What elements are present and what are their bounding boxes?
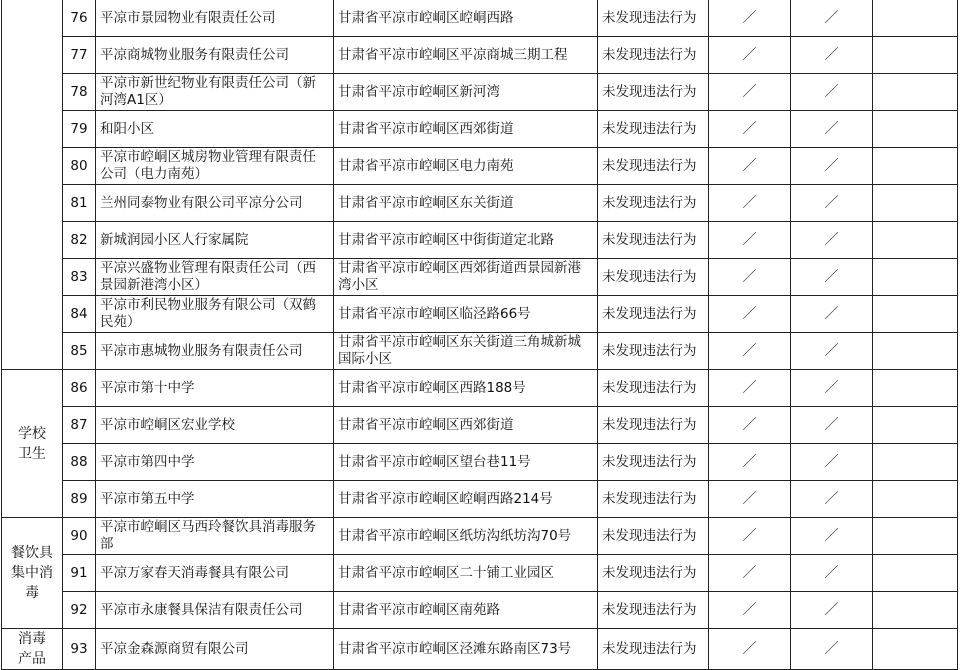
inspection-result: 未发现违法行为 xyxy=(598,629,709,670)
unit-address: 甘肃省平凉市崆峒区中街街道定北路 xyxy=(334,222,598,259)
unit-address: 甘肃省平凉市崆峒区平凉商城三期工程 xyxy=(334,37,598,74)
row-number: 81 xyxy=(63,185,96,222)
table-row xyxy=(2,518,958,555)
inspection-result: 未发现违法行为 xyxy=(598,37,709,74)
unit-address: 甘肃省平凉市崆峒区东关街道三角城新城国际小区 xyxy=(334,333,598,370)
table-row xyxy=(2,629,958,670)
row-number: 87 xyxy=(63,407,96,444)
slash-mark-2: ／ xyxy=(791,74,873,111)
slash-mark-1: ／ xyxy=(709,555,791,592)
row-number: 84 xyxy=(63,296,96,333)
unit-address: 甘肃省平凉市崆峒区西郊街道 xyxy=(334,407,598,444)
table-row xyxy=(2,37,958,74)
empty-cell xyxy=(873,222,958,259)
table-row xyxy=(2,222,958,259)
slash-mark-1: ／ xyxy=(709,333,791,370)
slash-mark-2: ／ xyxy=(791,222,873,259)
unit-address: 甘肃省平凉市崆峒区电力南苑 xyxy=(334,148,598,185)
unit-name: 平凉市崆峒区城房物业管理有限责任公司（电力南苑） xyxy=(96,148,334,185)
table-row xyxy=(2,407,958,444)
slash-mark-2: ／ xyxy=(791,407,873,444)
empty-cell xyxy=(873,333,958,370)
inspection-result: 未发现违法行为 xyxy=(598,259,709,296)
table-row xyxy=(2,111,958,148)
unit-address: 甘肃省平凉市崆峒区临泾路66号 xyxy=(334,296,598,333)
empty-cell xyxy=(873,0,958,37)
slash-mark-2: ／ xyxy=(791,111,873,148)
slash-mark-2: ／ xyxy=(791,148,873,185)
empty-cell xyxy=(873,111,958,148)
slash-mark-2: ／ xyxy=(791,296,873,333)
slash-mark-2: ／ xyxy=(791,370,873,407)
row-number: 80 xyxy=(63,148,96,185)
table-row xyxy=(2,481,958,518)
empty-cell xyxy=(873,481,958,518)
table-row xyxy=(2,555,958,592)
unit-name: 平凉市崆峒区马西玲餐饮具消毒服务部 xyxy=(96,518,334,555)
slash-mark-1: ／ xyxy=(709,444,791,481)
unit-address: 甘肃省平凉市崆峒区西郊街道 xyxy=(334,111,598,148)
slash-mark-1: ／ xyxy=(709,37,791,74)
inspection-result: 未发现违法行为 xyxy=(598,592,709,629)
unit-address: 甘肃省平凉市崆峒区新河湾 xyxy=(334,74,598,111)
empty-cell xyxy=(873,148,958,185)
table-body xyxy=(2,0,958,670)
empty-cell xyxy=(873,444,958,481)
unit-name: 兰州同泰物业有限公司平凉分公司 xyxy=(96,185,334,222)
slash-mark-1: ／ xyxy=(709,222,791,259)
unit-address: 甘肃省平凉市崆峒区望台巷11号 xyxy=(334,444,598,481)
row-number: 77 xyxy=(63,37,96,74)
slash-mark-2: ／ xyxy=(791,592,873,629)
slash-mark-2: ／ xyxy=(791,555,873,592)
table-row xyxy=(2,370,958,407)
unit-address: 甘肃省平凉市崆峒区东关街道 xyxy=(334,185,598,222)
unit-name: 平凉市利民物业服务有限公司（双鹤民苑） xyxy=(96,296,334,333)
row-number: 85 xyxy=(63,333,96,370)
row-number: 83 xyxy=(63,259,96,296)
unit-name: 平凉市景园物业有限责任公司 xyxy=(96,0,334,37)
slash-mark-1: ／ xyxy=(709,629,791,670)
row-number: 89 xyxy=(63,481,96,518)
row-number: 86 xyxy=(63,370,96,407)
inspection-result: 未发现违法行为 xyxy=(598,296,709,333)
unit-name: 平凉市永康餐具保洁有限责任公司 xyxy=(96,592,334,629)
slash-mark-1: ／ xyxy=(709,481,791,518)
category-cell-blank xyxy=(2,0,63,370)
slash-mark-2: ／ xyxy=(791,629,873,670)
inspection-result: 未发现违法行为 xyxy=(598,407,709,444)
row-number: 78 xyxy=(63,74,96,111)
category-cell-disinfect: 消毒 产品 xyxy=(2,629,63,670)
row-number: 93 xyxy=(63,629,96,670)
empty-cell xyxy=(873,629,958,670)
slash-mark-1: ／ xyxy=(709,111,791,148)
inspection-result: 未发现违法行为 xyxy=(598,555,709,592)
unit-name: 和阳小区 xyxy=(96,111,334,148)
unit-address: 甘肃省平凉市崆峒区南苑路 xyxy=(334,592,598,629)
empty-cell xyxy=(873,518,958,555)
table-row xyxy=(2,148,958,185)
table-row xyxy=(2,259,958,296)
inspection-result: 未发现违法行为 xyxy=(598,222,709,259)
empty-cell xyxy=(873,296,958,333)
inspection-result: 未发现违法行为 xyxy=(598,370,709,407)
unit-name: 平凉万家春天消毒餐具有限公司 xyxy=(96,555,334,592)
table-row xyxy=(2,333,958,370)
unit-name: 平凉市崆峒区宏业学校 xyxy=(96,407,334,444)
inspection-table xyxy=(1,0,958,670)
row-number: 82 xyxy=(63,222,96,259)
slash-mark-2: ／ xyxy=(791,333,873,370)
slash-mark-1: ／ xyxy=(709,407,791,444)
inspection-result: 未发现违法行为 xyxy=(598,444,709,481)
slash-mark-2: ／ xyxy=(791,444,873,481)
inspection-result: 未发现违法行为 xyxy=(598,74,709,111)
unit-name: 平凉金森源商贸有限公司 xyxy=(96,629,334,670)
slash-mark-2: ／ xyxy=(791,481,873,518)
unit-name: 平凉市惠城物业服务有限责任公司 xyxy=(96,333,334,370)
slash-mark-1: ／ xyxy=(709,0,791,37)
table-row xyxy=(2,0,958,37)
slash-mark-1: ／ xyxy=(709,592,791,629)
unit-address: 甘肃省平凉市崆峒区崆峒西路 xyxy=(334,0,598,37)
table-row xyxy=(2,296,958,333)
unit-address: 甘肃省平凉市崆峒区纸坊沟纸坊沟70号 xyxy=(334,518,598,555)
slash-mark-1: ／ xyxy=(709,370,791,407)
row-number: 88 xyxy=(63,444,96,481)
inspection-result: 未发现违法行为 xyxy=(598,148,709,185)
empty-cell xyxy=(873,37,958,74)
table-row xyxy=(2,592,958,629)
empty-cell xyxy=(873,74,958,111)
row-number: 92 xyxy=(63,592,96,629)
slash-mark-2: ／ xyxy=(791,185,873,222)
slash-mark-1: ／ xyxy=(709,185,791,222)
inspection-result: 未发现违法行为 xyxy=(598,518,709,555)
slash-mark-2: ／ xyxy=(791,0,873,37)
unit-name: 平凉市第十中学 xyxy=(96,370,334,407)
slash-mark-2: ／ xyxy=(791,259,873,296)
empty-cell xyxy=(873,555,958,592)
slash-mark-1: ／ xyxy=(709,296,791,333)
slash-mark-2: ／ xyxy=(791,37,873,74)
row-number: 79 xyxy=(63,111,96,148)
unit-name: 平凉商城物业服务有限责任公司 xyxy=(96,37,334,74)
empty-cell xyxy=(873,185,958,222)
slash-mark-1: ／ xyxy=(709,259,791,296)
slash-mark-1: ／ xyxy=(709,518,791,555)
empty-cell xyxy=(873,370,958,407)
inspection-result: 未发现违法行为 xyxy=(598,481,709,518)
slash-mark-2: ／ xyxy=(791,518,873,555)
unit-address: 甘肃省平凉市崆峒区西郊街道西景园新港湾小区 xyxy=(334,259,598,296)
unit-name: 平凉市第四中学 xyxy=(96,444,334,481)
category-cell-dining: 餐饮具 集中消 毒 xyxy=(2,518,63,629)
inspection-result: 未发现违法行为 xyxy=(598,333,709,370)
unit-address: 甘肃省平凉市崆峒区泾滩东路南区73号 xyxy=(334,629,598,670)
inspection-result: 未发现违法行为 xyxy=(598,185,709,222)
row-number: 90 xyxy=(63,518,96,555)
row-number: 91 xyxy=(63,555,96,592)
unit-name: 平凉兴盛物业管理有限责任公司（西景园新港湾小区） xyxy=(96,259,334,296)
unit-name: 平凉市新世纪物业有限责任公司（新河湾A1区） xyxy=(96,74,334,111)
inspection-result: 未发现违法行为 xyxy=(598,0,709,37)
empty-cell xyxy=(873,592,958,629)
unit-address: 甘肃省平凉市崆峒区二十铺工业园区 xyxy=(334,555,598,592)
unit-address: 甘肃省平凉市崆峒区崆峒西路214号 xyxy=(334,481,598,518)
slash-mark-1: ／ xyxy=(709,74,791,111)
unit-name: 平凉市第五中学 xyxy=(96,481,334,518)
slash-mark-1: ／ xyxy=(709,148,791,185)
unit-name: 新城润园小区人行家属院 xyxy=(96,222,334,259)
empty-cell xyxy=(873,259,958,296)
empty-cell xyxy=(873,407,958,444)
table-row xyxy=(2,74,958,111)
table-row xyxy=(2,444,958,481)
table-row xyxy=(2,185,958,222)
unit-address: 甘肃省平凉市崆峒区西路188号 xyxy=(334,370,598,407)
row-number: 76 xyxy=(63,0,96,37)
category-cell-school: 学校 卫生 xyxy=(2,370,63,518)
inspection-result: 未发现违法行为 xyxy=(598,111,709,148)
